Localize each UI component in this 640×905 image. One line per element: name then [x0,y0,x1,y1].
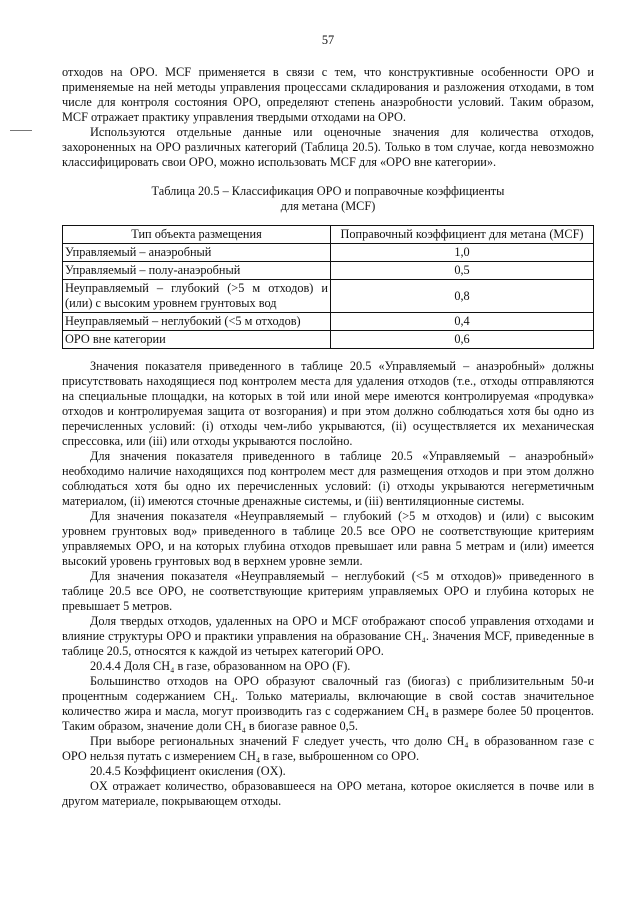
cell-site-type: Управляемый – полу-анаэробный [63,262,331,280]
table-row [63,262,594,280]
cell-site-type: Неуправляемый – неглубокий (<5 м отходов) [63,313,331,331]
section-heading-20-4-5: 20.4.5 Коэффициент окисления (OX). [90,764,286,778]
paragraph-managed-semi-anaerobic: Для значения показателя приведенного в таблице 20.5 «Управляемый – анаэробный» необходимо наличие находящихся под контролем мест для размещения отходов и при этом должно соблюдаться хотя бы одно их перечисленных условий: (i) отходы укрываются негерметичным материалом, (ii) имеются сточные дренажные системы, и (iii) вентиляционные системы. [62,449,594,508]
paragraph-mcf-intro: отходов на ОРО. MCF применяется в связи с тем, что конструктивные особенности ОРО и применяемые на ней методы управления процессами складирования и разложения отходами, в том числе для контроля состояния ОРО, определяют степень анаэробности условий. Таким образом, MCF отражает практику управления твердыми отходами на ОРО. [62,65,594,124]
table-row [63,331,594,349]
page-number: 57 [321,33,335,47]
table-caption-line2: для метана (MCF) [280,199,376,213]
paragraph-unmanaged-shallow: Для значения показателя «Неуправляемый – неглубокий (<5 м отходов)» приведенного в таблице 20.5 все ОРО, не соответствующие критериям управляемых ОРО и глубина которых не превышает 5 метров. [62,569,594,613]
cell-mcf-value: 0,6 [331,331,594,349]
paragraph-landfill-gas: Большинство отходов на ОРО образуют свалочный газ (биогаз) с приблизительным 50-и процентным содержанием CH₄. Только материалы, включающие в свой состав значительное количество жира и масла, могут производить газ с содержанием CH₄ в размере более 50 процентов. Таким образом, значение доли CH₄ в биогазе равное 0,5. [62,674,594,733]
paragraph-data-usage: Используются отдельные данные или оценочные значения для количества отходов, захороненных на ОРО различных категорий (Таблица 20.5). Только в том случае, когда невозможно классифицировать свои ОРО, можно использовать MCF для «ОРО вне категории». [62,125,594,169]
body-text [62,359,594,809]
table-row [63,244,594,262]
margin-mark [10,130,32,131]
cell-mcf-value: 0,5 [331,262,594,280]
mcf-table [62,225,594,349]
table-caption-line1: Таблица 20.5 – Классификация ОРО и поправочные коэффициенты [151,184,505,198]
section-heading-20-4-4: 20.4.4 Доля CH₄ в газе, образованном на ОРО (F). [90,659,351,673]
paragraph-regional-f: При выборе региональных значений F следует учесть, что долю CH₄ в образованном газе с ОРО нельзя путать с измерением CH₄ в газе, выброшенном со ОРО. [62,734,594,763]
header-site-type: Тип объекта размещения [63,226,331,244]
cell-site-type: ОРО вне категории [63,331,331,349]
paragraph-oxidation: OX отражает количество, образовавшееся на ОРО метана, которое окисляется в почве или в другом материале, покрывающем отходы. [62,779,594,808]
cell-site-type: Неуправляемый – глубокий (>5 м отходов) и (или) с высоким уровнем грунтовых вод [63,280,331,313]
cell-site-type: Управляемый – анаэробный [63,244,331,262]
table-header-row [63,226,594,244]
table-caption [62,184,594,214]
cell-mcf-value: 0,8 [331,280,594,313]
header-mcf: Поправочный коэффициент для метана (MCF) [331,226,594,244]
cell-mcf-value: 1,0 [331,244,594,262]
table-row [63,313,594,331]
table-row [63,280,594,313]
paragraph-waste-fraction: Доля твердых отходов, удаленных на ОРО и MCF отображают способ управления отходами и влияние структуры ОРО и практики управления на образование CH₄. Значения MCF, приведенные в таблице 20.5, относятся к каждой из четырех категорий ОРО. [62,614,594,658]
cell-mcf-value: 0,4 [331,313,594,331]
paragraph-managed-anaerobic: Значения показателя приведенного в таблице 20.5 «Управляемый – анаэробный» должны присутствовать находящиеся под контролем места для удаления отходов (т.е., отходы отправляются на специальные площадки, на которых в той или иной мере имеются контролируемая «продувка» отходов и контролируемая защита от возгорания) и при этом должно соблюдаться хотя бы одно из перечисленных условий: (i) отходы чем-либо укрываются, (ii) осуществляется их механическая спрессовка, или (iii) или отходы укрываются послойно. [62,359,594,448]
paragraph-unmanaged-deep: Для значения показателя «Неуправляемый – глубокий (>5 м отходов) и (или) с высоким уровнем грунтовых вод» приведенного в таблице 20.5 все ОРО не соответствующие критериям управляемых ОРО, и на которых глубина отходов превышает или равна 5 метрам и (или) имеется высокий уровень грунтовых вод в верхнем уровне земли. [62,509,594,568]
